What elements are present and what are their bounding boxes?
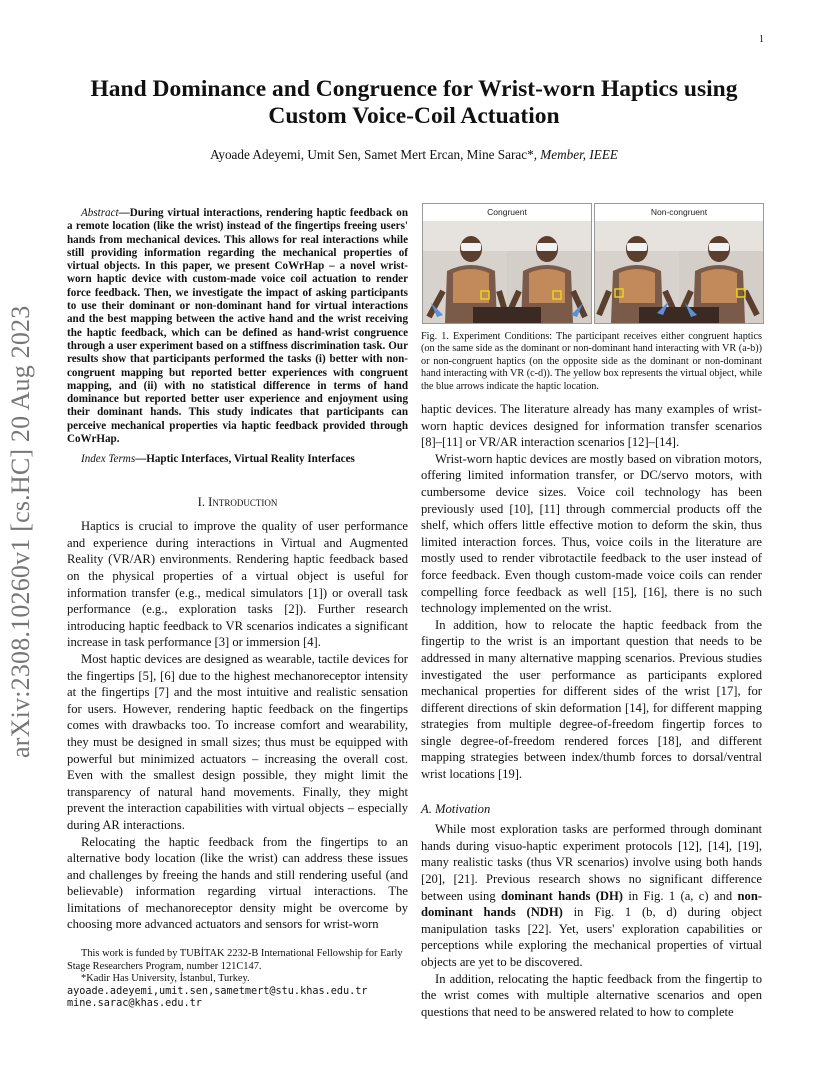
photo-a <box>423 221 507 323</box>
intro-paragraph-3: Relocating the haptic feedback from the fingertips to an alternative body location (like the wrist) can address these issues and challenges by freeing the hands and still rendering useful (and believable) information regarding virtual interactions. The limitations of mechanoreceptor density might be overcome by choosing more advanced actuators and sensors for wrist-worn <box>67 834 408 932</box>
motivation-paragraph-2: In addition, relocating the haptic feedback from the fingertip to the wrist comes with multiple alternative scenarios and open questions that need to be answered related to how to complete <box>421 971 762 1019</box>
motivation-text-3: in Fig. 1 (b, d) during object manipulation tasks [22]. Yet, users' exploration capabilities or perceptions while exploring the mechanical properties of virtual objects are yet to be discovered. <box>421 905 762 969</box>
left-column <box>67 207 408 933</box>
footnotes <box>67 948 408 1011</box>
subsection-heading-motivation: A. Motivation <box>421 801 491 816</box>
photo-c <box>595 221 679 323</box>
right-column <box>421 401 762 1020</box>
page-number: 1 <box>759 34 764 45</box>
arxiv-side-identifier: arXiv:2308.10260v1 [cs.HC] 20 Aug 2023 <box>6 305 35 758</box>
motivation-paragraph-1 <box>421 821 762 970</box>
right-paragraph-2: Wrist-worn haptic devices are mostly based on vibration motors, offering limited information transfer, or DC/servo motors, with cumbersome device sizes. Voice coil technology has been previously used [10], [11] through commercial products off the shelf, which offers little effective motion to deform the skin, thus limited interaction forces. Thus, voice coils in the literature are mostly used to render vibrotactile feedback to the user instead of force feedback. Even though custom-made voice coils can render compelling force feedback as well [15], [16], there is no such technology implemented on the wrist. <box>421 451 762 616</box>
footnote-email-2: mine.sarac@khas.edu.tr <box>67 998 202 1010</box>
figure-1-caption: Fig. 1. Experiment Conditions: The participant receives either congruent haptics (on the same side as the dominant or non-dominant hand interacting with VR (a-b)) or non-congruent haptics (on the opposite side as the dominant or non-dominant hand interacting with VR (c-d)). The yellow box represents the virtual object, while the blue arrows indicate the haptic location. <box>421 331 762 392</box>
section-heading-introduction: I. Introduction <box>197 494 278 509</box>
right-paragraph-1: haptic devices. The literature already has many examples of wrist-worn haptic devices designed for information transfer scenarios [8]–[11] or VR/AR interaction scenarios [12]–[14]. <box>421 402 762 450</box>
motivation-bold-ndh: non-dominant hands (NDH) <box>421 888 763 920</box>
motivation-text-1: While most exploration tasks are performed through dominant hands during visuo-haptic experiment protocols [12], [14], [19], many realistic tasks (thus VR scenarios) involve using both hands [20], [21]. Previous research shows no significant difference between using <box>421 822 762 903</box>
author-list <box>60 147 768 163</box>
author-membership: Member, IEEE <box>540 147 618 162</box>
congruent-panel-group <box>422 203 592 324</box>
index-terms-text: —Haptic Interfaces, Virtual Reality Interfaces <box>135 453 355 466</box>
figure-1 <box>422 203 762 323</box>
photo-d <box>679 221 763 323</box>
motivation-text-2: in Fig. 1 (a, c) and <box>623 888 738 903</box>
author-names: Ayoade Adeyemi, Umit Sen, Samet Mert Ercan, Mine Sarac*, <box>210 147 537 162</box>
abstract-text: —During virtual interactions, rendering haptic feedback on a remote location (like the wrist) instead of the fingertips freeing users' hands from mechanical devices. This allows for real interactions while still providing information regarding the mechanical properties of virtual objects. In this paper, we present CoWrHap – a novel wrist-worn haptic device with custom-made voice coil actuation to render force feedback. Then, we investigate the impact of asking participants to use their dominant or non-dominant hand for virtual interactions and the best mapping between the active hand and the wrist receiving the haptic feedback, which can be defined as hand-wrist congruence through a user experiment based on a stiffness discrimination task. Our results show that participants performed the tasks (i) better with non-congruent mapping but reported better experiences with congruent mapping, and (ii) with no statistical difference in terms of hand dominance but reported better user experience and enjoyment using their dominant hands. This study indicates that participants can perceive mechanical properties via haptic feedback provided through CoWrHap. <box>67 207 408 446</box>
figure-caption-block <box>421 331 762 393</box>
abstract <box>67 207 408 446</box>
footnote-affiliation: *Kadir Has University, İstanbul, Turkey. <box>81 973 250 985</box>
congruent-title: Congruent <box>487 207 527 217</box>
abstract-lead: Abstract <box>81 207 119 219</box>
motivation-bold-dh: dominant hands (DH) <box>500 888 623 903</box>
photo-b <box>507 221 591 323</box>
footnote-email-1: ayoade.adeyemi,umit.sen,sametmert@stu.khas.edu.tr <box>67 985 368 997</box>
intro-paragraph-1: Haptics is crucial to improve the quality of user performance and experience during interactions in Virtual and Augmented Reality (VR/AR) environments. Rendering haptic feedback based on the physical properties of a virtual object is useful for information transfer (e.g., medical simulators [1]) or overall task performance (e.g., exploration tasks [2]). Further research introducing haptic feedback to VR scenarios indicates a significant increase in task performance [3] or immersion [4]. <box>67 519 408 650</box>
non-congruent-title: Non-congruent <box>650 207 708 217</box>
index-terms-lead: Index Terms <box>81 453 136 466</box>
paper-title: Hand Dominance and Congruence for Wrist-worn Haptics using Custom Voice-Coil Actuation <box>90 76 738 129</box>
right-paragraph-3: In addition, how to relocate the haptic feedback from the fingertip to the wrist is an important question that needs to be addressed in many alternative mapping scenarios. Previous studies investigated the user performance as participants explored mechanical properties for different sides of the wrist [17], for different directions of skin deformation [14], for different mapping strategies from multiple degree-of-freedom fingertip forces to single degree-of-freedom rendered forces [18], and different mapping strategies between index/thumb forces to dorsal/ventral wrist locations [19]. <box>421 617 762 782</box>
footnote-funding: This work is funded by TUBİTAK 2232-B International Fellowship for Early Stage Researchers Program, number 121C147. <box>67 948 403 972</box>
index-terms <box>67 453 408 466</box>
intro-paragraph-2: Most haptic devices are designed as wearable, tactile devices for the fingertips [5], [6] due to the highest mechanoreceptor intensity at the fingertips [7] and the most intuitive and realistic sensation for users. However, rendering haptic feedback on the fingertips comes with drawbacks too. To increase comfort and wearability, they must be designed in small sizes; thus must be equipped with powerful but minimized actuators – increasing the overall cost. Even with the smallest design possible, they might limit the transparency of natural hand movements. Finally, they might prevent the interaction capabilities with virtual objects – especially during AR interactions. <box>67 651 408 832</box>
non-congruent-panel-group <box>594 203 764 324</box>
